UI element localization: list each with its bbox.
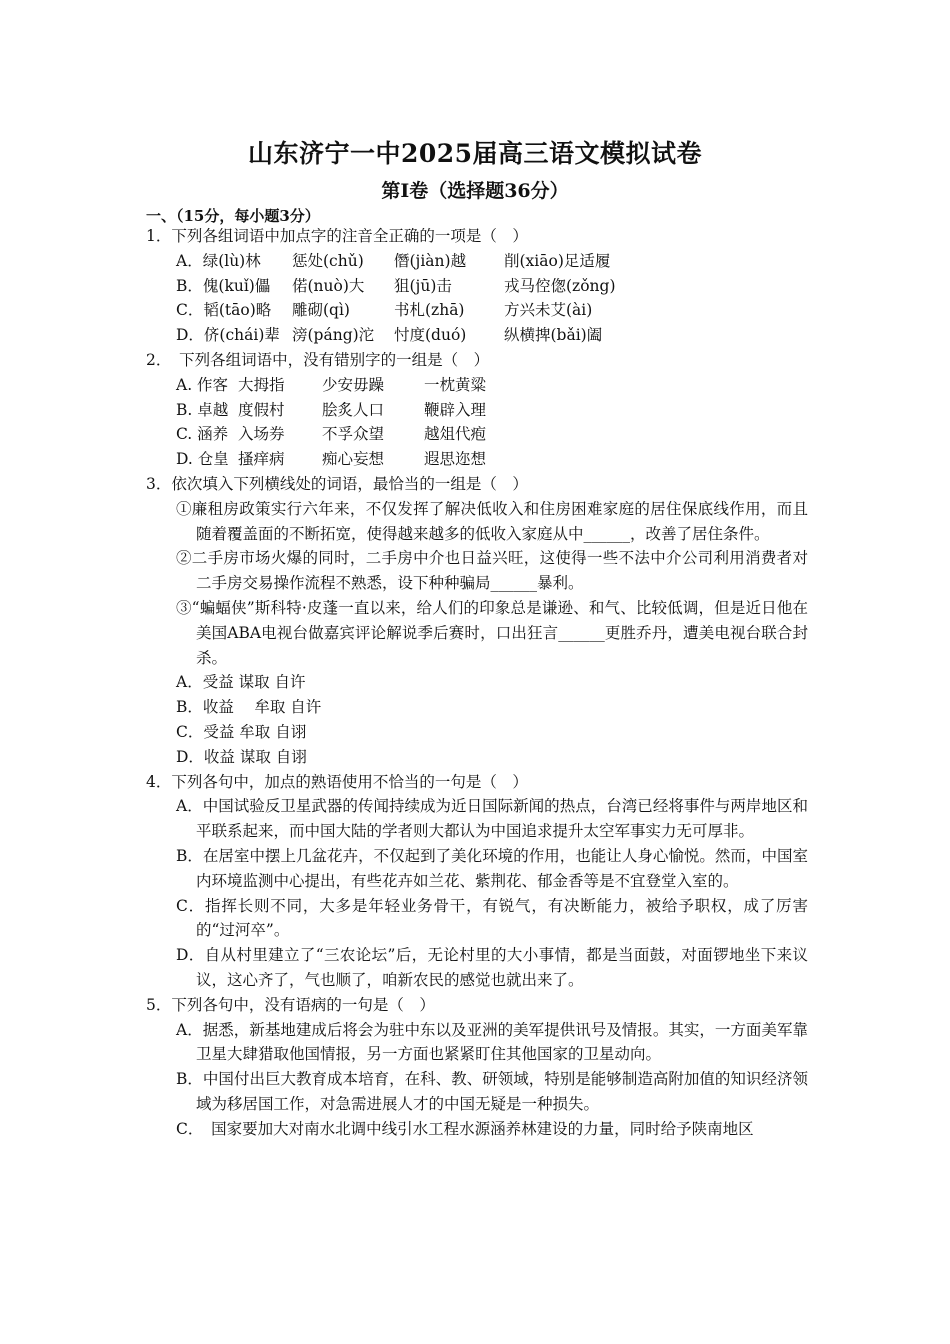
option-word: 一枕黄粱 xyxy=(424,375,487,394)
option-word: B. 卓越 xyxy=(176,400,229,419)
option-word: 戎马倥偬(zǒng) xyxy=(504,276,616,295)
option-word: 遐思迩想 xyxy=(424,450,487,469)
question-5-stem: 5．下列各句中，没有语病的一句是（ ） xyxy=(146,995,435,1014)
question-3-stem: 3．依次填入下列横线处的词语，最恰当的一组是（ ） xyxy=(146,474,528,493)
question-5-option-c: C． 国家要加大对南水北调中线引水工程水源涵养林建设的力量，同时给予陕南地区 xyxy=(176,1119,754,1138)
question-2-stem: 2． 下列各组词语中，没有错别字的一组是（ ） xyxy=(146,350,490,369)
option-word: 方兴未艾(ài) xyxy=(504,301,593,320)
question-1-stem: 1．下列各组词语中加点字的注音全正确的一项是（ ） xyxy=(146,227,528,245)
question-4-stem: 4．下列各句中，加点的熟语使用不恰当的一句是（ ） xyxy=(146,772,528,791)
option-word: A．绿(lù)林 xyxy=(176,251,261,270)
option-word: B．傀(kuǐ)儡 xyxy=(176,276,271,295)
option-word: 越俎代疱 xyxy=(424,425,487,444)
question-5-option-b: B．中国付出巨大教育成本培育，在科、教、研领域，特别是能够制造高附加值的知识经济领域为移居国工作，对急需进展人才的中国无疑是一种损失。 xyxy=(176,1070,808,1113)
question-1-option-b xyxy=(0,274,950,299)
question-4-option-c: C．指挥长则不同，大多是年轻业务骨干，有锐气，有决断能力，被给予职权，成了厉害的“过河卒”。 xyxy=(176,896,808,940)
option-word: 僭(jiàn)越 xyxy=(394,251,467,270)
question-list xyxy=(0,224,950,1141)
option-word: 惩处(chǔ) xyxy=(292,251,364,270)
option-word: 忖度(duó) xyxy=(394,326,467,345)
option-word: 搔痒病 xyxy=(238,450,285,469)
question-1-option-c xyxy=(0,298,950,323)
question-1-option-a xyxy=(0,249,950,274)
option-word: 削(xiāo)足适履 xyxy=(504,251,611,270)
option-word: 狙(jū)击 xyxy=(394,276,452,295)
option-word: 纵横捭(bǎi)阖 xyxy=(504,326,603,345)
question-2-option-c xyxy=(0,422,950,447)
option-word: 偌(nuò)大 xyxy=(292,276,365,295)
option-word: 滂(páng)沱 xyxy=(292,326,375,345)
option-word: 不孚众望 xyxy=(322,425,385,444)
question-3-passage-2: ②二手房市场火爆的同时，二手房中介也日益兴旺，这使得一些不法中介公司利用消费者对二手房交易操作流程不熟悉，设下种种骗局______暴利。 xyxy=(176,549,808,593)
option-word: D. 仓皇 xyxy=(176,450,229,469)
question-1-option-d xyxy=(0,323,950,348)
option-word: 雕砌(qì) xyxy=(292,301,350,320)
option-word: C. 涵养 xyxy=(176,425,229,444)
question-3-passage-1: ①廉租房政策实行六年来，不仅发挥了解决低收入和住房困难家庭的居住保底线作用，而且随着覆盖面的不断拓宽，使得越来越多的低收入家庭从中______，改善了居住条件。 xyxy=(176,499,808,543)
option-word: 大拇指 xyxy=(238,375,285,394)
question-2-option-b xyxy=(0,398,950,423)
option-word: 脍炙人口 xyxy=(322,400,385,419)
section-heading: 一、（15分，每小题3分） xyxy=(146,207,320,225)
exam-title: 山东济宁一中2025届高三语文模拟试卷 xyxy=(247,139,703,168)
question-3-option-b: B．收益 牟取 自许 xyxy=(176,698,322,717)
option-word: 痴心妄想 xyxy=(322,450,385,469)
option-word: 少安毋躁 xyxy=(322,375,385,394)
exam-subtitle: 第Ⅰ卷（选择题36分） xyxy=(381,180,569,202)
option-word: 鞭辟入理 xyxy=(424,400,487,419)
question-3-passage-3: ③“蝙蝠侠”斯科特·皮蓬一直以来，给人们的印象总是谦逊、和气、比较低调，但是近日他在美国ABA电视台做嘉宾评论解说季后赛时，口出狂言______更胜乔丹，遭美电视台联合封杀。 xyxy=(176,598,808,667)
question-3-option-d: D．收益 谋取 自诩 xyxy=(176,747,307,766)
question-4-option-d: D．自从村里建立了“三农论坛”后，无论村里的大小事情，都是当面鼓，对面锣地坐下来议议，这心齐了，气也顺了，咱新农民的感觉也就出来了。 xyxy=(176,946,808,989)
question-3-option-c: C．受益 牟取 自诩 xyxy=(176,722,307,741)
question-4-option-a: A．中国试验反卫星武器的传闻持续成为近日国际新闻的热点，台湾已经将事件与两岸地区和平联系起来，而中国大陆的学者则大都认为中国追求提升太空军事实力无可厚非。 xyxy=(176,797,808,841)
question-5-option-a: A．据悉，新基地建成后将会为驻中东以及亚洲的美军提供讯号及情报。其实，一方面美军靠卫星大肆猎取他国情报，另一方面也紧紧盯住其他国家的卫星动向。 xyxy=(176,1020,808,1064)
option-word: 度假村 xyxy=(238,400,285,419)
question-4-option-b: B．在居室中摆上几盆花卉，不仅起到了美化环境的作用，也能让人身心愉悦。然而，中国室内环境监测中心提出，有些花卉如兰花、紫荆花、郁金香等是不宜登堂入室的。 xyxy=(176,846,808,890)
option-word: 书札(zhā) xyxy=(394,301,465,320)
option-word: C．韬(tāo)略 xyxy=(176,301,272,320)
question-2-option-d xyxy=(0,447,950,472)
option-word: A. 作客 xyxy=(176,375,229,394)
question-2-option-a xyxy=(0,373,950,398)
option-word: 入场券 xyxy=(238,425,285,444)
option-word: D．侪(chái)辈 xyxy=(176,326,280,345)
question-3-option-a: A．受益 谋取 自许 xyxy=(176,673,306,692)
